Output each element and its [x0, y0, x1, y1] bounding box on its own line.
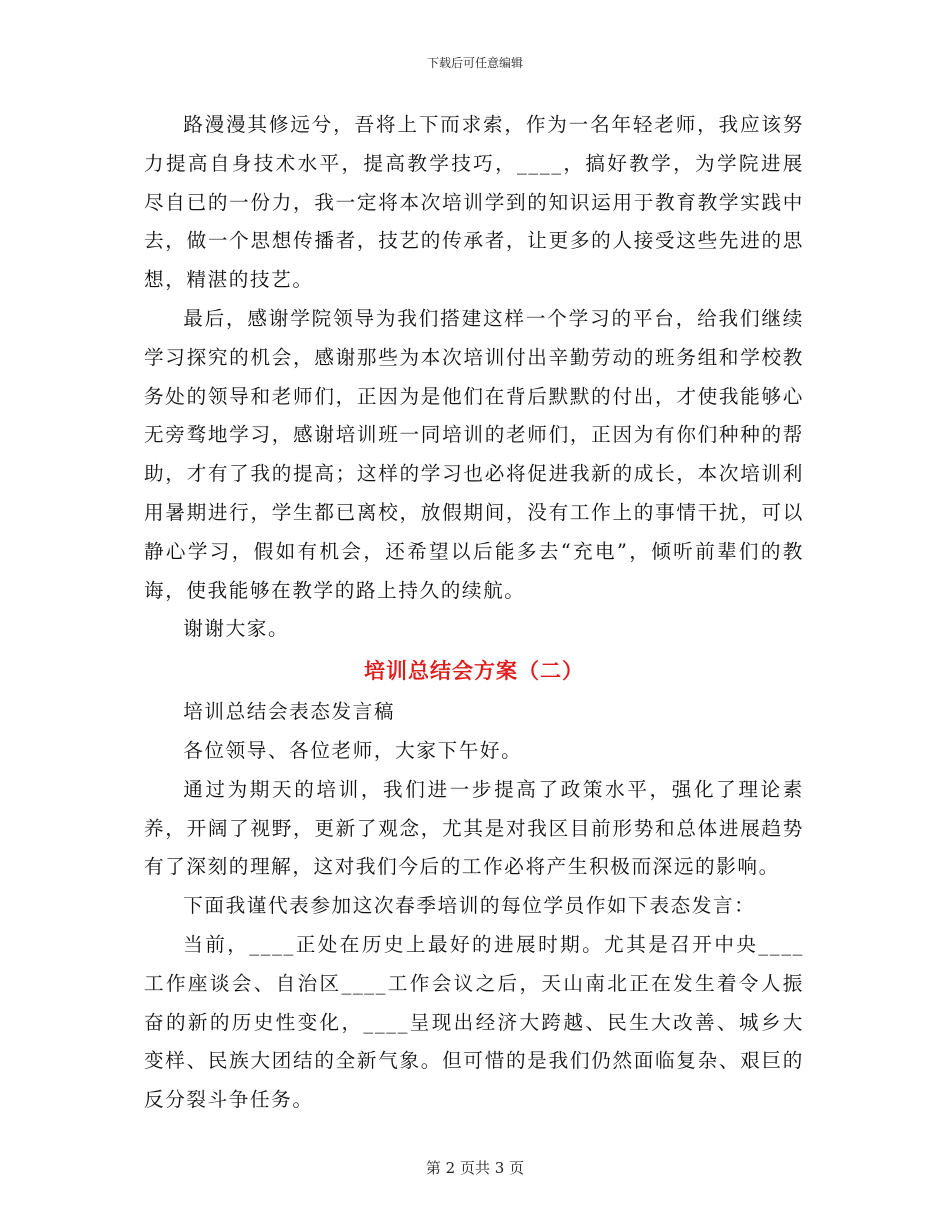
page-header: 下载后可任意编辑	[426, 56, 523, 70]
paragraph: 培训总结会表态发言稿	[183, 700, 396, 724]
paragraph: 各位领导、各位老师，大家下午好。	[183, 738, 523, 762]
paragraph: 通过为期天的培训，我们进一步提高了政策水平，强化了理论素养，开阔了视野，更新了观念，尤其是对我区目前形势和总体进展趋势有了深刻的理解，这对我们今后的工作必将产生积极而深远的影响。	[144, 777, 804, 879]
page-footer: 第 2 页共 3 页	[425, 1159, 525, 1177]
paragraph: 谢谢大家。	[183, 617, 290, 641]
paragraph: 当前，____正处在历史上最好的进展时期。尤其是召开中央____工作座谈会、自治区____工作会议之后，天山南北正在发生着令人振奋的新的历史性变化，____呈现出经济大跨越、民生大改善、城乡大变样、民族大团结的全新气象。但可惜的是我们仍然面临复杂、艰巨的反分裂斗争任务。	[144, 932, 804, 1112]
paragraph: 路漫漫其修远兮，吾将上下而求索，作为一名年轻老师，我应该努力提高自身技术水平，提高教学技巧，____，搞好教学，为学院进展尽自已的一份力，我一定将本次培训学到的知识运用于教育教学实践中去，做一个思想传播者，技艺的传承者，让更多的人接受这些先进的思想，精湛的技艺。	[144, 113, 804, 292]
section-title: 培训总结会方案（二）	[364, 659, 584, 684]
paragraph: 下面我谨代表参加这次春季培训的每位学员作如下表态发言：	[183, 894, 756, 918]
paragraph: 最后，感谢学院领导为我们搭建这样一个学习的平台，给我们继续学习探究的机会，感谢那些为本次培训付出辛勤劳动的班务组和学校教务处的领导和老师们，正因为是他们在背后默默的付出，才使我能够心无旁骛地学习，感谢培训班一同培训的老师们，正因为有你们种种的帮助，才有了我的提高；这样的学习也必将促进我新的成长，本次培训利用暑期进行，学生都已离校，放假期间，没有工作上的事情干扰，可以静心学习，假如有机会，还希望以后能多去“充电”，倾听前辈们的教诲，使我能够在教学的路上持久的续航。	[144, 306, 804, 602]
document-body	[144, 106, 804, 1120]
